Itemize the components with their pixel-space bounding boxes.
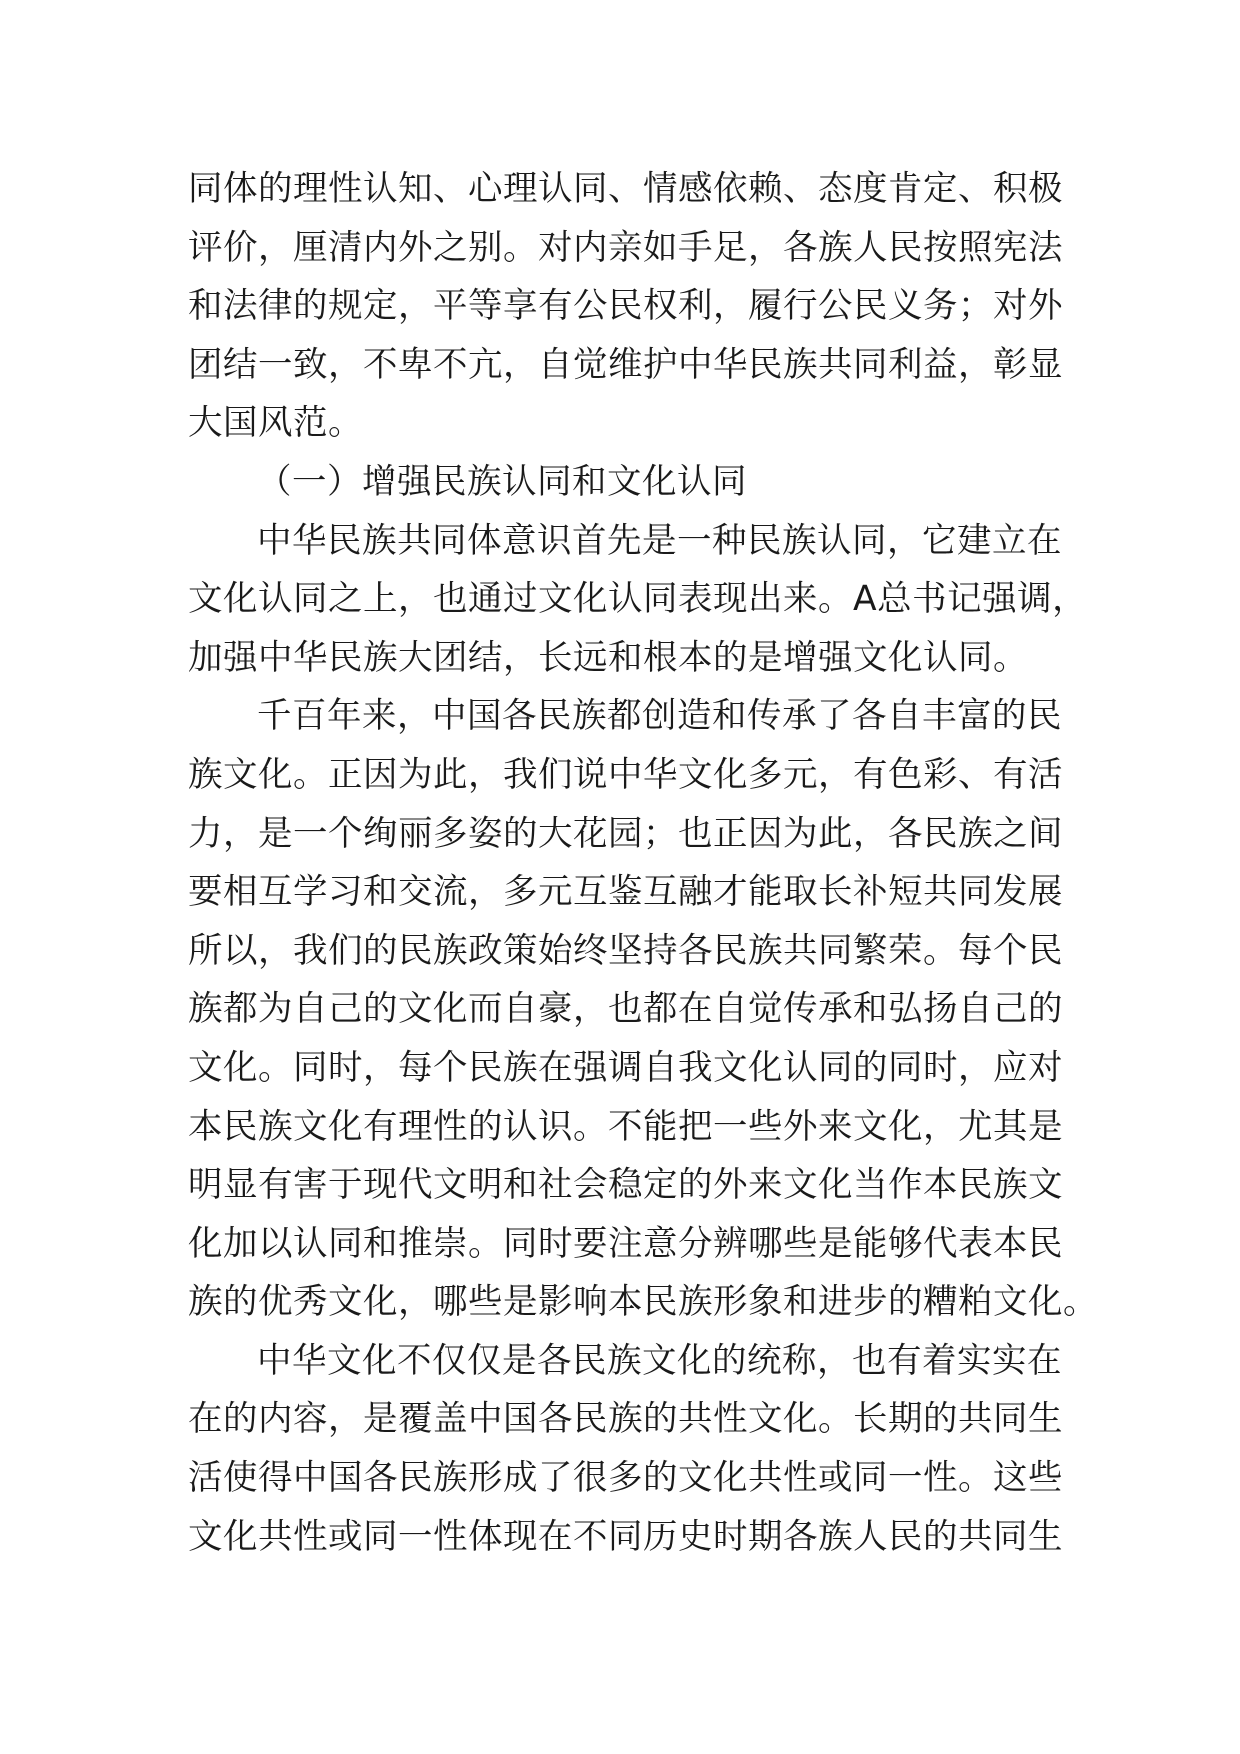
text-line: 团结一致，不卑不亢，自觉维护中华民族共同利益，彰显: [188, 344, 1063, 385]
paragraph-first-line: 中华民族共同体意识首先是一种民族认同，它建立在: [257, 520, 1062, 561]
text-line: 文化共性或同一性体现在不同历史时期各族人民的共同生: [188, 1516, 1063, 1557]
text-line: 文化认同之上，也通过文化认同表现出来。A总书记强调，: [188, 579, 1088, 620]
text-line: 本民族文化有理性的认识。不能把一些外来文化，尤其是: [188, 1106, 1063, 1147]
text-line: 活使得中国各民族形成了很多的文化共性或同一性。这些: [188, 1458, 1063, 1499]
text-line: 和法律的规定，平等享有公民权利，履行公民义务；对外: [188, 286, 1063, 327]
text-line: 力，是一个绚丽多姿的大花园；也正因为此，各民族之间: [188, 813, 1063, 854]
text-line: 族的优秀文化，哪些是影响本民族形象和进步的糟粕文化。: [188, 1282, 1098, 1323]
text-line: 同体的理性认知、心理认同、情感依赖、态度肯定、积极: [188, 169, 1063, 209]
text-line: 族都为自己的文化而自豪，也都在自觉传承和弘扬自己的: [188, 989, 1063, 1030]
paragraph-first-line: 千百年来，中国各民族都创造和传承了各自丰富的民: [257, 696, 1062, 737]
text-line: 文化。同时，每个民族在强调自我文化认同的同时，应对: [188, 1047, 1063, 1088]
paragraph-first-line: 中华文化不仅仅是各民族文化的统称，也有着实实在: [257, 1340, 1062, 1381]
text-line: 明显有害于现代文明和社会稳定的外来文化当作本民族文: [188, 1165, 1063, 1206]
text-line: 族文化。正因为此，我们说中华文化多元，有色彩、有活: [188, 754, 1063, 795]
text-line: 要相互学习和交流，多元互鉴互融才能取长补短共同发展: [188, 872, 1063, 913]
text-line: 化加以认同和推崇。同时要注意分辨哪些是能够代表本民: [188, 1223, 1063, 1264]
text-line: 所以，我们的民族政策始终坚持各民族共同繁荣。每个民: [188, 930, 1063, 971]
text-line: 加强中华民族大团结，长远和根本的是增强文化认同。: [188, 637, 1028, 678]
text-line: 大国风范。: [188, 403, 363, 444]
text-line: 评价，厘清内外之别。对内亲如手足，各族人民按照宪法: [188, 227, 1063, 268]
text-line: 在的内容，是覆盖中国各民族的共性文化。长期的共同生: [188, 1399, 1063, 1440]
body-text: [188, 160, 1098, 1566]
section-heading: （一）增强民族认同和文化认同: [257, 461, 747, 502]
